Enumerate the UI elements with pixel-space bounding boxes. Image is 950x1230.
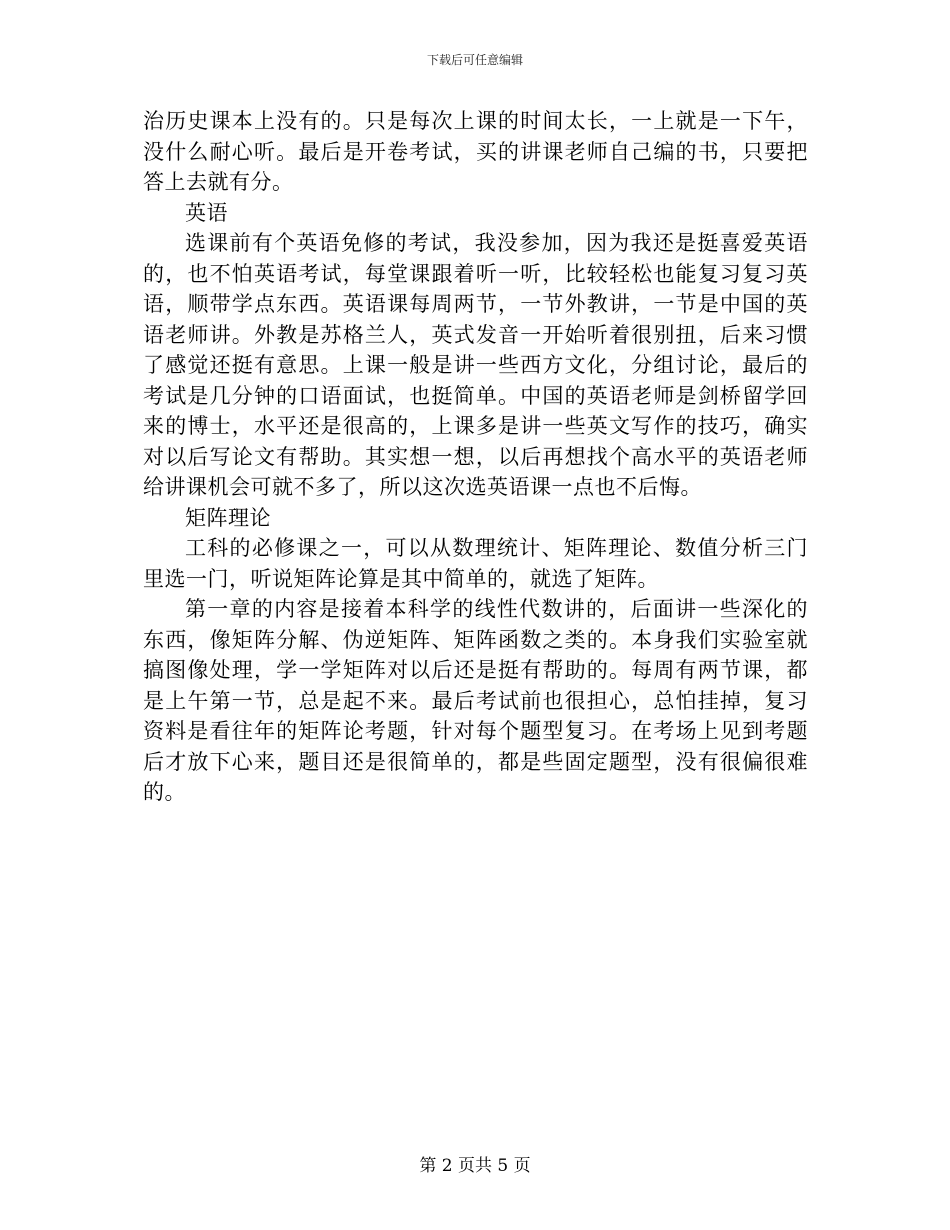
page-number: 第 2 页共 5 页	[419, 1156, 531, 1176]
document-body	[143, 106, 808, 808]
section-heading-matrix-theory: 矩阵理论	[185, 505, 271, 530]
page-header: 下载后可任意编辑	[426, 53, 523, 67]
paragraph-matrix-intro: 工科的必修课之一，可以从数理统计、矩阵理论、数值分析三门里选一门，听说矩阵论算是其中简单的，就选了矩阵。	[143, 536, 808, 591]
section-heading-english: 英语	[185, 200, 228, 225]
paragraph-english: 选课前有个英语免修的考试，我没参加，因为我还是挺喜爱英语的，也不怕英语考试，每堂课跟着听一听，比较轻松也能复习复习英语，顺带学点东西。英语课每周两节，一节外教讲，一节是中国的英语老师讲。外教是苏格兰人，英式发音一开始听着很别扭，后来习惯了感觉还挺有意思。上课一般是讲一些西方文化，分组讨论，最后的考试是几分钟的口语面试，也挺简单。中国的英语老师是剑桥留学回来的博士，水平还是很高的，上课多是讲一些英文写作的技巧，确实对以后写论文有帮助。其实想一想，以后再想找个高水平的英语老师给讲课机会可就不多了，所以这次选英语课一点也不后悔。	[143, 231, 808, 499]
paragraph-history-continuation: 治历史课本上没有的。只是每次上课的时间太长，一上就是一下午，没什么耐心听。最后是开卷考试，买的讲课老师自己编的书，只要把答上去就有分。	[143, 109, 808, 194]
paragraph-matrix-content: 第一章的内容是接着本科学的线性代数讲的，后面讲一些深化的东西，像矩阵分解、伪逆矩阵、矩阵函数之类的。本身我们实验室就搞图像处理，学一学矩阵对以后还是挺有帮助的。每周有两节课，都是上午第一节，总是起不来。最后考试前也很担心，总怕挂掉，复习资料是看往年的矩阵论考题，针对每个题型复习。在考场上见到考题后才放下心来，题目还是很简单的，都是些固定题型，没有很偏很难的。	[143, 597, 808, 804]
